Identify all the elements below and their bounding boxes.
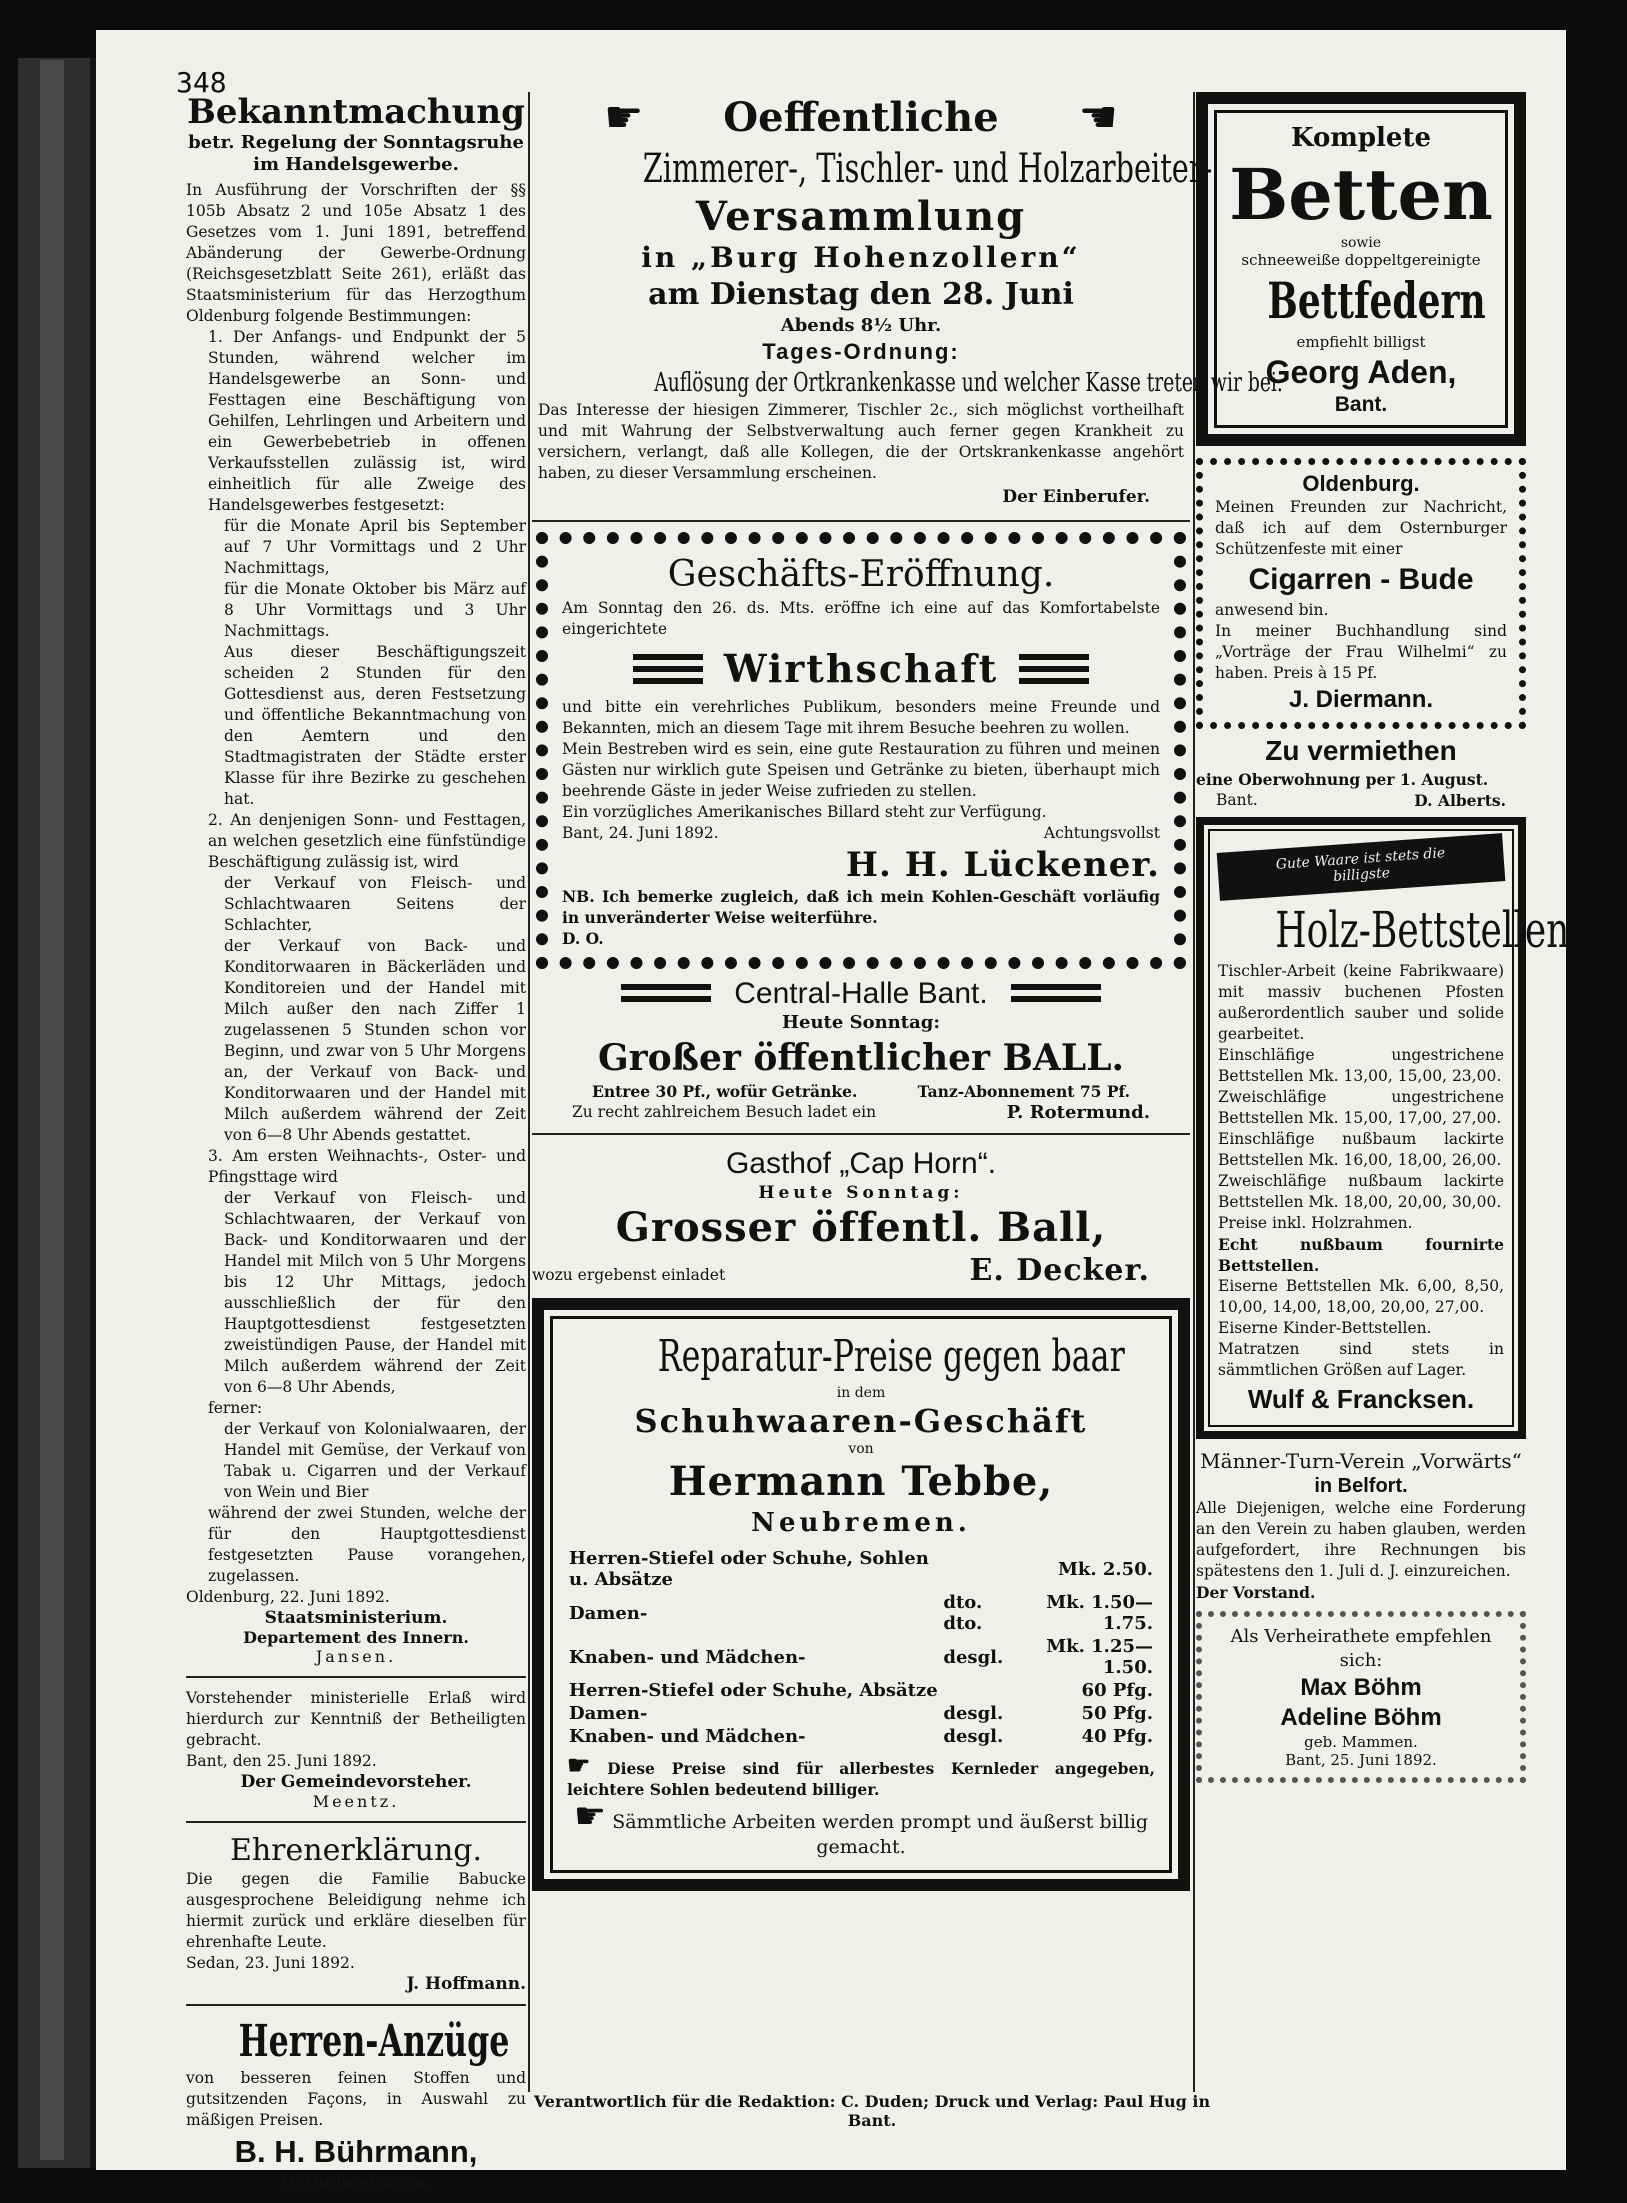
versammlung-head: Oeffentliche [723, 94, 999, 141]
paragraph-1a: für die Monate April bis September auf 7 Uhr Vormittags und 2 Uhr Nachmittags, [224, 517, 526, 577]
reparatur-ad [550, 1316, 1172, 1873]
reparatur-place: Neubremen. [751, 1508, 971, 1538]
ehrenerklaerung-text: Die gegen die Familie Babucke ausgesprochene Beleidigung nehme ich hiermit zurück und erkläre dieselben für ehrenhafte Leute. [186, 1870, 526, 1951]
central-halle-sub: Heute Sonntag: [782, 1012, 940, 1033]
vermiethen-name: D. Alberts. [1414, 791, 1506, 810]
book-spine-binding [40, 60, 64, 2160]
central-halle-invite: Zu recht zahlreichem Besuch ladet ein [572, 1103, 877, 1121]
paragraph-1c: Aus dieser Beschäftigungszeit scheiden 2 Stunden für den Gottesdienst aus, deren Festsetzung und öffentliche Bekanntmachung von den Aemtern und den Stadtmagistraten der Städte erster Klasse für ihre Bezirke zu geschehen hat. [224, 643, 526, 808]
herren-anzuege-place: Wilhelmshaven. [280, 2173, 432, 2193]
betten-line2: Betten [1229, 153, 1493, 236]
price-row [567, 1547, 1155, 1591]
price-table [567, 1547, 1155, 1748]
cigarren-text1: Meinen Freunden zur Nachricht, daß ich auf dem Osternburger Schützenfeste mit einer [1215, 498, 1507, 558]
turnverein-sign: Der Vorstand. [1196, 1583, 1316, 1602]
geschaeftseroeffnung-name: H. H. Lückener. [845, 845, 1160, 885]
price-row [567, 1591, 1155, 1635]
wirthschaft-title: Wirthschaft [723, 646, 999, 691]
divider [186, 1676, 526, 1678]
vermiethen-text: eine Oberwohnung per 1. August. [1196, 770, 1489, 789]
paragraph-3d: während der zwei Stunden, welche der für den Hauptgottesdienst festgesetzten Pause vorangehen, zugelassen. [208, 1504, 526, 1585]
price-row [567, 1702, 1155, 1725]
price-price: Mk. 1.50—1.75. [1046, 1592, 1153, 1634]
holz-bettstellen-title: Holz-Bettstellen [1275, 901, 1570, 959]
pointing-hand-right-icon: ☛ [604, 92, 644, 143]
paragraph-3: 3. Am ersten Weihnachts-, Oster- und Pfingsttage wird [208, 1147, 526, 1186]
central-halle-entree: Entree 30 Pf., wofür Getränke. [592, 1082, 858, 1101]
decorative-rules-left [633, 654, 703, 684]
bekanntmachung-sign-name: Jansen. [315, 1647, 397, 1666]
holz-price-1: Einschläfige ungestrichene Bettstellen Mk. 13,00, 15,00, 23,00. [1218, 1046, 1504, 1085]
cigarren-title: Cigarren - Bude [1248, 563, 1474, 596]
bekanntmachung-intro: In Ausführung der Vorschriften der §§ 105b Absatz 2 und 105e Absatz 1 des Gesetzes vom 1. Juni 1891, betreffend Abänderung der Gewerbe-Ordnung (Reichsgesetzblatt Seite 261), erläßt das Staatsministerium für das Herzogthum Oldenburg folgende Bestimmungen: [186, 181, 526, 325]
geschaeftseroeffnung-nb: NB. Ich bemerke zugleich, daß ich mein Kohlen-Geschäft vorläufig in unveränderter Weise weiterführe. [562, 887, 1160, 927]
holz-price-5: Preise inkl. Holzrahmen. [1218, 1214, 1413, 1232]
versammlung-sign: Der Einberufer. [1002, 487, 1150, 507]
holz-price-7: Eiserne Bettstellen Mk. 6,00, 8,50, 10,00, 14,00, 18,00, 20,00, 27,00. [1218, 1277, 1504, 1316]
reparatur-in: in dem [836, 1385, 886, 1401]
price-row [567, 1725, 1155, 1748]
price-item: Knaben- und Mädchen- [569, 1726, 806, 1747]
cigarren-ad [1196, 458, 1526, 729]
holz-price-9: Matratzen sind stets in sämmtlichen Größen auf Lager. [1218, 1340, 1504, 1379]
vermiethen-place: Bant. [1216, 791, 1258, 809]
cigarren-name: J. Diermann. [1288, 686, 1434, 713]
price-item: Damen- [569, 1703, 648, 1724]
price-desc [941, 1679, 1022, 1702]
versammlung-date: am Dienstag den 28. Juni [648, 277, 1074, 312]
paragraph-1b: für die Monate Oktober bis März auf 8 Uhr Vormittags und 3 Uhr Nachmittags. [224, 580, 526, 640]
reparatur-von: von [848, 1441, 874, 1457]
price-desc [941, 1547, 1022, 1591]
price-row [567, 1679, 1155, 1702]
divider [532, 1133, 1190, 1135]
bekanntmachung-date: Oldenburg, 22. Juni 1892. [186, 1588, 390, 1606]
betten-place: Bant. [1334, 393, 1388, 416]
decorative-rules-right [1019, 654, 1089, 684]
cigarren-text3: In meiner Buchhandlung sind „Vorträge der Frau Wilhelmi“ zu haben. Preis à 15 Pf. [1215, 622, 1507, 682]
versammlung-trades: Zimmerer-, Tischler- und Holzarbeiter- [642, 146, 1213, 192]
versammlung-agenda: Auflösung der Ortkrankenkasse und welcher Kasse treten wir bei. [654, 368, 1283, 398]
turnverein-place: in Belfort. [1314, 1475, 1408, 1497]
geschaeftseroeffnung-text2: Mein Bestreben wird es sein, eine gute Restauration zu führen und meinen Gästen nur wirklich gute Speisen und Getränke zu bieten, überhaupt mich beehrende Gäste in jeder Weise zufrieden zu stellen. [562, 740, 1160, 800]
geschaeftseroeffnung-date: Bant, 24. Juni 1892. [562, 824, 719, 842]
geschaeftseroeffnung-text1: und bitte ein verehrliches Publikum, besonders meine Freunde und Bekannten, mich an diesem Tage mit ihrem Besuche beehren zu wollen. [562, 698, 1160, 737]
paragraph-2a: der Verkauf von Fleisch- und Schlachtwaaren Seitens der Schlachter, [224, 874, 526, 934]
paragraph-3b: ferner: [208, 1399, 263, 1417]
pointing-hand-right-icon: ☛ [573, 1796, 607, 1837]
reparatur-note1 [567, 1751, 1155, 1800]
betten-line6: empfiehlt billigst [1296, 333, 1426, 351]
central-halle-ball: Großer öffentlicher BALL. [597, 1037, 1125, 1079]
paragraph-3a: der Verkauf von Fleisch- und Schlachtwaaren, der Verkauf von Back- und Konditorwaaren und der Handel mit Milch von 5 Uhr Morgens bis 12 Uhr Mittags, jedoch ausschließlich der für den Hauptgottesdienst festgesetzten zweistündigen Pause, der Handel mit Milch außerdem während der Zeit von 6—8 Uhr Abends, [224, 1189, 526, 1396]
versammlung-title: Versammlung [695, 193, 1027, 240]
holz-price-6: Echt nußbaum fournirte Bettstellen. [1218, 1235, 1504, 1275]
verheirathete-date: Bant, 25. Juni 1892. [1285, 1751, 1437, 1769]
ehrenerklaerung-title: Ehrenerklärung. [229, 1833, 483, 1868]
geschaeftseroeffnung-text3: Ein vorzügliches Amerikanisches Billard steht zur Verfügung. [562, 803, 1047, 821]
pointing-hand-right-icon: ☛ [567, 1751, 591, 1781]
holz-price-2: Zweischläfige ungestrichene Bettstellen Mk. 15,00, 17,00, 27,00. [1218, 1088, 1504, 1127]
holz-name: Wulf & Francksen. [1247, 1384, 1475, 1414]
holz-price-3: Einschläfige nußbaum lackirte Bettstellen Mk. 16,00, 18,00, 26,00. [1218, 1130, 1504, 1169]
cigarren-place: Oldenburg. [1302, 471, 1420, 496]
verheirathete-ad [1196, 1611, 1526, 1783]
price-row [567, 1635, 1155, 1679]
divider [186, 1821, 526, 1823]
cigarren-text2: anwesend bin. [1215, 601, 1329, 619]
ehrenerklaerung-sign: J. Hoffmann. [406, 1974, 526, 1994]
bekanntmachung-sign-department: Departement des Innern. [243, 1628, 469, 1647]
bekanntmachung-sign-ministry: Staatsministerium. [264, 1608, 448, 1628]
verheirathete-name2: Adeline Böhm [1280, 1704, 1442, 1731]
column-rule-left [528, 92, 530, 2092]
price-price: Mk. 2.50. [1057, 1558, 1153, 1580]
holz-price-8: Eiserne Kinder-Bettstellen. [1218, 1319, 1432, 1337]
page-number: 348 [176, 66, 227, 99]
holz-bettstellen-ad [1208, 829, 1570, 1427]
vermiethen-title: Zu vermiethen [1265, 735, 1457, 766]
turnverein-title: Männer-Turn-Verein „Vorwärts“ [1200, 1449, 1522, 1473]
ehrenerklaerung-date: Sedan, 23. Juni 1892. [186, 1954, 355, 1972]
holz-text: Tischler-Arbeit (keine Fabrikwaare) mit massiv buchenen Pfosten außerordentlich sauber und solide gearbeitet. [1218, 962, 1504, 1043]
central-halle-title: Central-Halle Bant. [734, 977, 988, 1010]
price-price: Mk. 1.25—1.50. [1046, 1636, 1153, 1678]
price-price: 40 Pfg. [1081, 1726, 1153, 1747]
reparatur-note1-text: Diese Preise sind für allerbestes Kernleder angegeben, leichtere Sohlen bedeutend billiger. [567, 1759, 1155, 1799]
price-item: Herren-Stiefel oder Schuhe, Absätze [569, 1680, 938, 1701]
herren-anzuege-title: Herren-Anzüge [238, 2016, 510, 2067]
reparatur-shop: Schuhwaaren-Geschäft [634, 1402, 1088, 1440]
price-item: Herren-Stiefel oder Schuhe, Sohlen u. Absätze [569, 1548, 929, 1590]
paragraph-1: 1. Der Anfangs- und Endpunkt der 5 Stunden, während welcher im Handelsgewerbe an Sonn- und Festtagen eine Beschäftigung von Gehilfen, Lehrlingen und Arbeitern und ein Gewerbebetrieb in offenen Verkaufsstellen zulässig ist, wird einheitlich für alle Zweige des Handelsgewerbes festgesetzt: [208, 328, 526, 514]
versammlung-text: Das Interesse der hiesigen Zimmerer, Tischler 2c., sich möglichst vortheilhaft und mit Wahrung der Selbstverwaltung auch ferner gegen Krankheit zu versichern, verlangt, daß alle Kollegen, die der Ortskrankenkasse angehört haben, zu dieser Versammlung erscheinen. [538, 401, 1184, 482]
turnverein-text: Alle Diejenigen, welche eine Forderung an den Verein zu haben glauben, werden aufgefordert, ihre Rechnungen bis spätestens den 1. Juli d. J. einzureichen. [1196, 1499, 1526, 1580]
price-desc: desgl. [943, 1703, 1004, 1724]
betten-line5: Bettfedern [1267, 271, 1486, 330]
cap-horn-title: Gasthof „Cap Horn“. [725, 1147, 997, 1180]
divider [186, 2004, 526, 2006]
versammlung-agenda-label: Tages-Ordnung: [762, 339, 960, 364]
geschaeftseroeffnung-nb-sign: D. O. [562, 929, 604, 948]
betten-line3: sowie [1340, 235, 1382, 251]
imprint-footer: Verantwortlich für die Redaktion: C. Duden; Druck und Verlag: Paul Hug in Bant. [533, 2092, 1211, 2130]
price-desc: desgl. [943, 1726, 1004, 1747]
decorative-rules-right [1011, 984, 1101, 1004]
geschaeftseroeffnung-ad [536, 532, 1186, 969]
erlass-text: Vorstehender ministerielle Erlaß wird hierdurch zur Kenntniß der Betheiligten gebracht. [186, 1689, 526, 1749]
betten-name: Georg Aden, [1265, 354, 1457, 390]
geschaeftseroeffnung-title: Geschäfts-Eröffnung. [667, 554, 1055, 595]
paragraph-3c: der Verkauf von Kolonialwaaren, der Handel mit Gemüse, der Verkauf von Tabak u. Cigarren und der Verkauf von Wein und Bier [224, 1420, 526, 1501]
price-desc: desgl. [943, 1646, 1004, 1668]
erlass-date: Bant, den 25. Juni 1892. [186, 1752, 377, 1770]
betten-line1: Komplete [1290, 123, 1432, 153]
gute-waare-badge: Gute Waare ist stets die billigste [1217, 833, 1506, 901]
cap-horn-name: E. Decker. [969, 1253, 1150, 1288]
cap-horn-invite: wozu ergebenst einladet [532, 1266, 726, 1284]
verheirathete-line1: Als Verheirathete empfehlen sich: [1230, 1626, 1492, 1671]
central-halle-name: P. Rotermund. [1006, 1102, 1150, 1123]
reparatur-note2: Sämmtliche Arbeiten werden prompt und äußerst billig gemacht. [612, 1811, 1149, 1858]
price-item: Knaben- und Mädchen- [569, 1646, 806, 1668]
holz-price-4: Zweischläfige nußbaum lackirte Bettstellen Mk. 18,00, 20,00, 30,00. [1218, 1172, 1504, 1211]
paragraph-2b: der Verkauf von Back- und Konditorwaaren in Bäckerläden und Konditoreien und der Handel mit Milch außer den nach Ziffer 1 zugelassenen 5 Stunden schon vor Beginn, und zwar von 5 Uhr Morgens an, der Verkauf von Back- und Konditorwaaren und der Handel mit Milch außerdem während der Zeit von 6—8 Uhr Abends gestattet. [224, 937, 526, 1144]
cap-horn-sub: Heute Sonntag: [758, 1183, 964, 1203]
column-left [186, 92, 526, 2193]
versammlung-venue: in „Burg Hohenzollern“ [641, 241, 1081, 274]
price-item: Damen- [569, 1602, 648, 1624]
price-desc: dto. dto. [943, 1592, 983, 1634]
herren-anzuege-name: B. H. Bührmann, [234, 2134, 478, 2169]
price-price: 50 Pfg. [1081, 1703, 1153, 1724]
betten-line4: schneeweiße doppeltgereinigte [1241, 251, 1481, 269]
verheirathete-name1: Max Böhm [1300, 1674, 1422, 1701]
geschaeftseroeffnung-greeting: Achtungsvollst [1043, 824, 1160, 842]
price-price: 60 Pfg. [1081, 1680, 1153, 1701]
erlass-sign-name: Meentz. [312, 1792, 400, 1811]
central-halle-tanz: Tanz-Abonnement 75 Pf. [917, 1082, 1130, 1101]
reparatur-title: Reparatur-Preise gegen baar [657, 1331, 1125, 1382]
decorative-rules-left [621, 984, 711, 1004]
erlass-sign-office: Der Gemeindevorsteher. [240, 1772, 472, 1792]
pointing-hand-left-icon: ☚ [1078, 92, 1118, 143]
column-right [1196, 92, 1570, 1783]
geschaeftseroeffnung-intro: Am Sonntag den 26. ds. Mts. eröffne ich eine auf das Komfortabelste eingerichtete [562, 599, 1160, 638]
betten-ad [1214, 110, 1508, 428]
reparatur-name: Hermann Tebbe, [668, 1458, 1054, 1505]
verheirathete-geb: geb. Mammen. [1304, 1733, 1418, 1751]
herren-anzuege-text: von besseren feinen Stoffen und gutsitzenden Façons, in Auswahl zu mäßigen Preisen. [186, 2069, 526, 2129]
bekanntmachung-title: Bekanntmachung [187, 92, 525, 132]
divider [532, 520, 1190, 522]
bekanntmachung-subtitle: betr. Regelung der Sonntagsruhe im Handelsgewerbe. [188, 132, 524, 175]
versammlung-time: Abends 8½ Uhr. [780, 315, 942, 336]
paragraph-2: 2. An denjenigen Sonn- und Festtagen, an welchen gesetzlich eine fünfstündige Beschäftigung zulässig ist, wird [208, 811, 526, 871]
cap-horn-ball: Grosser öffentl. Ball, [615, 1204, 1107, 1251]
